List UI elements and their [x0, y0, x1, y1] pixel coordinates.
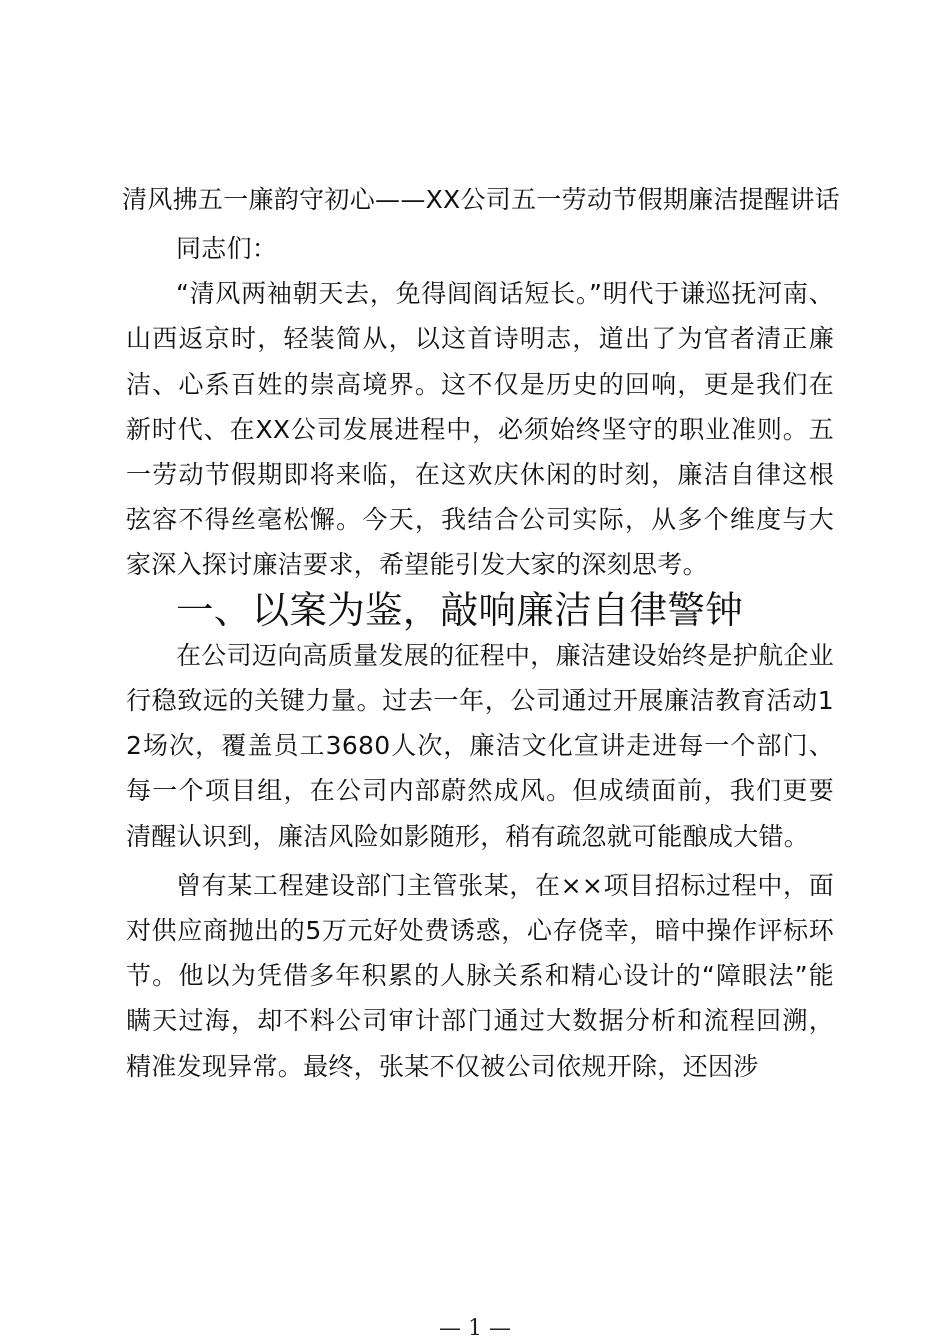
- document-body: [122, 176, 840, 1089]
- section1-paragraph-1: 在公司迈向高质量发展的征程中，廉洁建设始终是护航企业行稳致远的关键力量。过去一年，公司通过开展廉洁教育活动12场次，覆盖员工3680人次，廉洁文化宣讲走进每一个部门、每一个项目组，在公司内部蔚然成风。但成绩面前，我们更要清醒认识到，廉洁风险如影随形，稍有疏忽就可能酿成大错。: [126, 640, 834, 851]
- section-heading-1: 一、以案为鉴，敲响廉洁自律警钟: [176, 587, 743, 632]
- salutation: 同志们：: [176, 234, 278, 263]
- document-title: 清风拂五一廉韵守初心——XX公司五一劳动节假期廉洁提醒讲话: [122, 185, 840, 214]
- page-number: — 1 —: [439, 1316, 511, 1341]
- section1-paragraph-2: 曾有某工程建设部门主管张某，在××项目招标过程中，面对供应商抛出的5万元好处费诱惑，心存侥幸，暗中操作评标环节。他以为凭借多年积累的人脉关系和精心设计的“障眼法”能瞒天过海，却不料公司审计部门通过大数据分析和流程回溯，精准发现异常。最终，张某不仅被公司依规开除，还因涉: [126, 870, 834, 1081]
- intro-paragraph: “清风两袖朝天去，免得闾阎话短长。”明代于谦巡抚河南、山西返京时，轻装简从，以这首诗明志，道出了为官者清正廉洁、心系百姓的崇高境界。这不仅是历史的回响，更是我们在新时代、在XX公司发展进程中，必须始终坚守的职业准则。五一劳动节假期即将来临，在这欢庆休闲的时刻，廉洁自律这根弦容不得丝毫松懈。今天，我结合公司实际，从多个维度与大家深入探讨廉洁要求，希望能引发大家的深刻思考。: [126, 279, 834, 580]
